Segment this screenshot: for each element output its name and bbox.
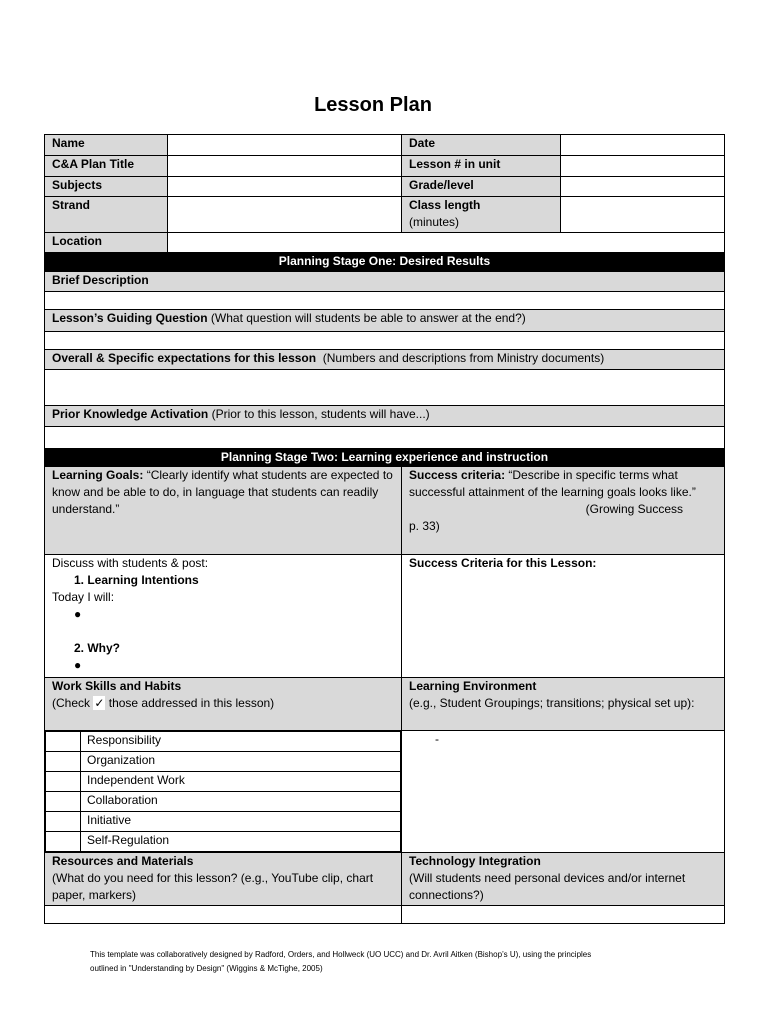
success-criteria-text: “Describe in specific terms what successful attainment of the learning goals looks like.” — [409, 468, 696, 499]
checkmark-icon: ✓ — [94, 696, 105, 710]
work-skills-list-cell — [45, 731, 402, 853]
discuss-text: Discuss with students & post: — [52, 556, 209, 570]
brief-description-label: Brief Description — [45, 272, 725, 292]
prior-knowledge-label: Prior Knowledge Activation — [52, 407, 209, 421]
class-length-unit: (minutes) — [409, 215, 460, 229]
skill-row — [46, 832, 401, 852]
date-label: Date — [402, 135, 561, 156]
skill-label: Independent Work — [81, 772, 401, 792]
footer-line-2: outlined in "Understanding by Design" (Wiggins & McTighe, 2005) — [90, 964, 323, 973]
skill-row — [46, 732, 401, 752]
skill-checkbox[interactable] — [46, 792, 81, 812]
class-length-label — [402, 197, 561, 233]
success-criteria-citation: (Growing Success — [585, 502, 683, 516]
skill-label: Responsibility — [81, 732, 401, 752]
footer-line-1: This template was collaboratively designed by Radford, Orders, and Hollweck (UO UCC) and Dr. Avril Aitken (Bishop’s U), using the principles — [90, 950, 592, 959]
learning-environment-label: Learning Environment — [409, 679, 537, 693]
location-field[interactable] — [168, 233, 725, 253]
bullet-icon: ● — [74, 658, 82, 672]
work-skills-list — [45, 731, 401, 852]
strand-label: Strand — [45, 197, 168, 233]
expectations-field[interactable] — [45, 370, 725, 406]
learning-goals-label: Learning Goals: — [52, 468, 144, 482]
success-criteria-label: Success criteria: — [409, 468, 506, 482]
prior-knowledge-note: (Prior to this lesson, students will have...) — [208, 407, 430, 421]
resources-note: (What do you need for this lesson? (e.g., YouTube clip, chart paper, markers) — [52, 871, 374, 902]
subjects-label: Subjects — [45, 177, 168, 197]
class-length-title: Class length — [409, 198, 481, 212]
skill-label: Organization — [81, 752, 401, 772]
work-skills-header — [45, 678, 402, 731]
technology-note: (Will students need personal devices and/or internet connections?) — [409, 871, 686, 902]
skill-label: Collaboration — [81, 792, 401, 812]
footer-credit — [90, 948, 690, 976]
learning-intentions-cell[interactable] — [45, 555, 402, 678]
name-label: Name — [45, 135, 168, 156]
skill-label: Self-Regulation — [81, 832, 401, 852]
lesson-number-field[interactable] — [561, 156, 725, 177]
expectations-header — [45, 350, 725, 370]
guiding-question-note: (What question will students be able to answer at the end?) — [207, 311, 526, 325]
learning-intentions-label: 1. Learning Intentions — [74, 573, 199, 587]
expectations-note: (Numbers and descriptions from Ministry documents) — [316, 351, 605, 365]
success-criteria-cell — [402, 467, 725, 555]
prior-knowledge-field[interactable] — [45, 427, 725, 449]
work-skills-label: Work Skills and Habits — [52, 679, 182, 693]
resources-field[interactable] — [45, 906, 402, 924]
plan-title-label: C&A Plan Title — [45, 156, 168, 177]
stage-one-heading: Planning Stage One: Desired Results — [45, 253, 725, 272]
skill-checkbox[interactable] — [46, 832, 81, 852]
plan-title-field[interactable] — [168, 156, 402, 177]
environment-dash: - — [435, 732, 439, 746]
work-skills-note-post: those addressed in this lesson) — [105, 696, 275, 710]
learning-goals-cell — [45, 467, 402, 555]
learning-environment-note: (e.g., Student Groupings; transitions; physical set up): — [409, 696, 695, 710]
expectations-label: Overall & Specific expectations for this lesson — [52, 351, 317, 365]
skill-checkbox[interactable] — [46, 772, 81, 792]
success-criteria-lesson-cell[interactable] — [402, 555, 725, 678]
bullet-icon: ● — [74, 607, 82, 621]
why-label: 2. Why? — [74, 641, 121, 655]
name-field[interactable] — [168, 135, 402, 156]
technology-field[interactable] — [402, 906, 725, 924]
learning-environment-field[interactable] — [402, 731, 725, 853]
resources-header — [45, 853, 402, 906]
lesson-number-label: Lesson # in unit — [402, 156, 561, 177]
today-text: Today I will: — [52, 590, 115, 604]
technology-label: Technology Integration — [409, 854, 541, 868]
prior-knowledge-header — [45, 406, 725, 427]
skill-checkbox[interactable] — [46, 812, 81, 832]
lesson-plan-table — [44, 134, 725, 924]
skill-row — [46, 792, 401, 812]
technology-header — [402, 853, 725, 906]
success-criteria-lesson-label: Success Criteria for this Lesson: — [409, 556, 597, 570]
location-label: Location — [45, 233, 168, 253]
grade-label: Grade/level — [402, 177, 561, 197]
skill-label: Initiative — [81, 812, 401, 832]
guiding-question-label: Lesson’s Guiding Question — [52, 311, 208, 325]
spacer — [52, 623, 394, 640]
skill-row — [46, 752, 401, 772]
resources-label: Resources and Materials — [52, 854, 194, 868]
work-skills-note-pre: (Check — [52, 696, 94, 710]
learning-goals-text: “Clearly identify what students are expected to know and be able to do, in language that students can readily understand.” — [52, 468, 393, 516]
subjects-field[interactable] — [168, 177, 402, 197]
learning-environment-header — [402, 678, 725, 731]
class-length-field[interactable] — [561, 197, 725, 233]
guiding-question-field[interactable] — [45, 332, 725, 350]
success-criteria-page: p. 33) — [409, 519, 440, 533]
stage-two-heading: Planning Stage Two: Learning experience and instruction — [45, 449, 725, 467]
skill-row — [46, 772, 401, 792]
lesson-plan-form — [44, 134, 724, 924]
skill-row — [46, 812, 401, 832]
grade-field[interactable] — [561, 177, 725, 197]
skill-checkbox[interactable] — [46, 752, 81, 772]
guiding-question-header — [45, 310, 725, 332]
skill-checkbox[interactable] — [46, 732, 81, 752]
strand-field[interactable] — [168, 197, 402, 233]
brief-description-field[interactable] — [45, 292, 725, 310]
date-field[interactable] — [561, 135, 725, 156]
page-title: Lesson Plan — [314, 94, 432, 116]
